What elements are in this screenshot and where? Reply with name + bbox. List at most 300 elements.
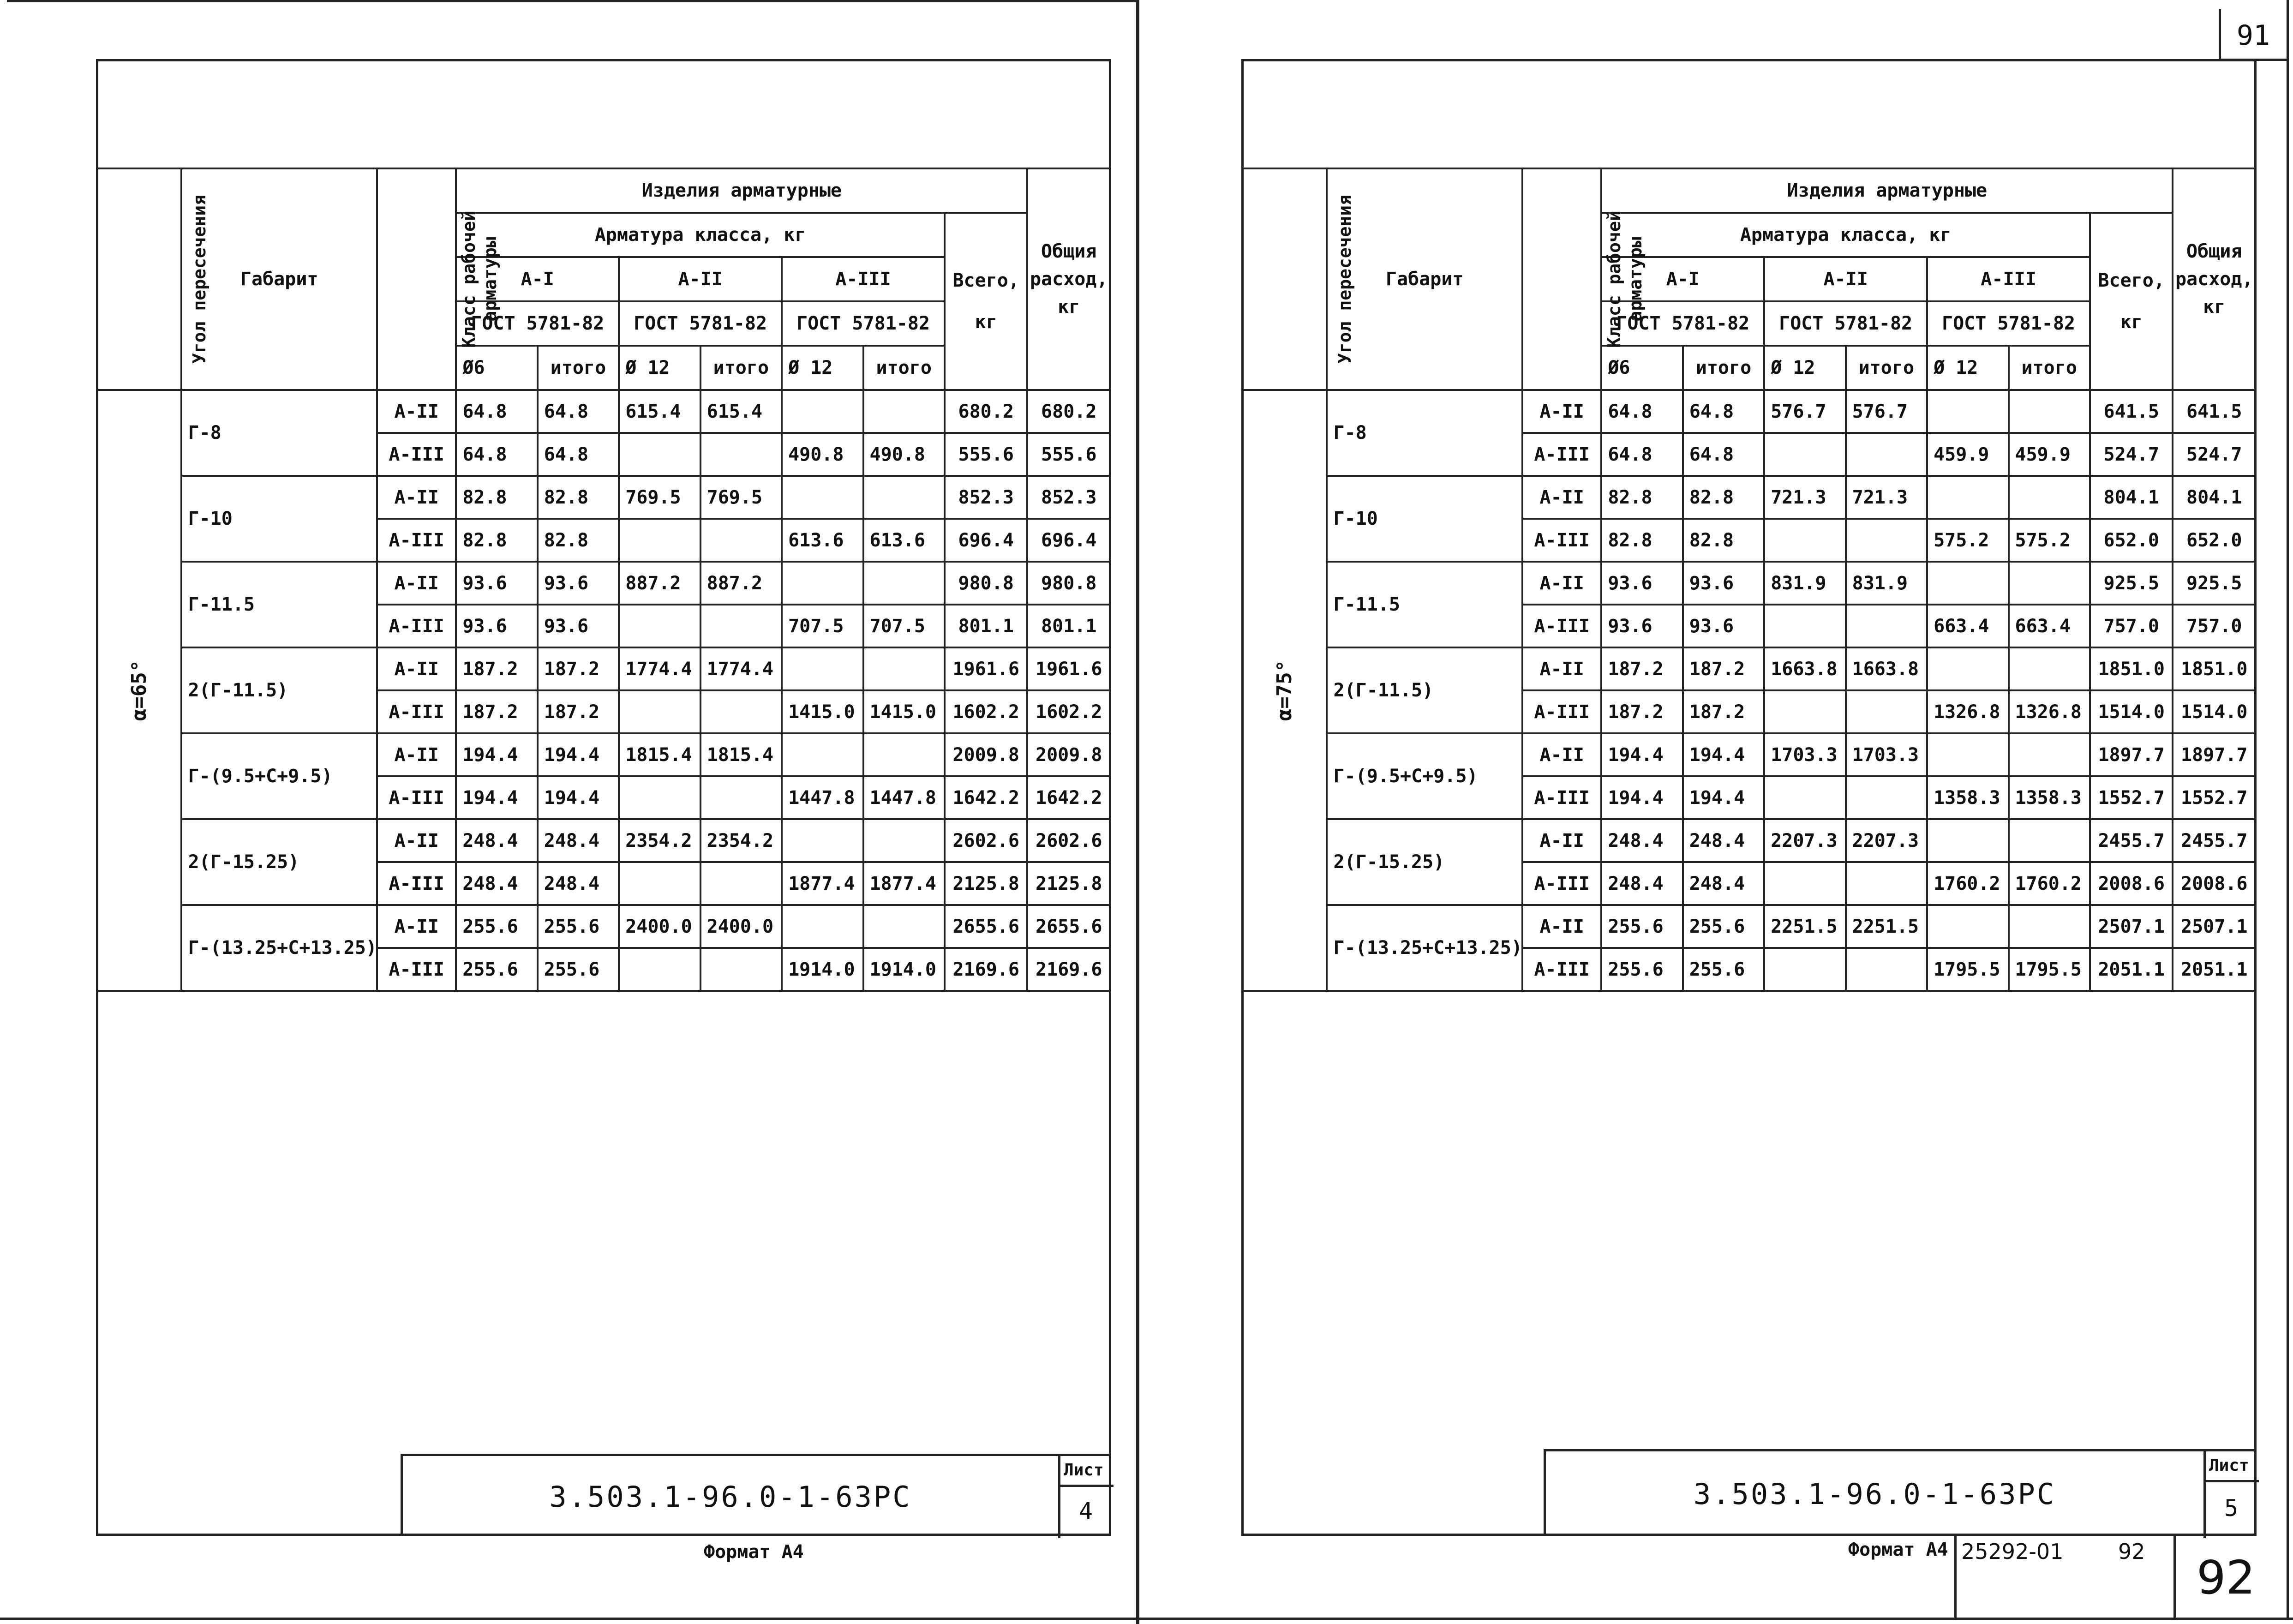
value-cell: 82.8	[456, 519, 537, 562]
value-cell	[1764, 519, 1845, 562]
header-class-kg: Арматура класса, кг	[1601, 213, 2090, 257]
angle-cell: α=75°	[1242, 390, 1327, 991]
value-cell	[782, 647, 863, 690]
value-cell: 831.9	[1764, 562, 1845, 605]
header-gost-a2: ГОСТ 5781-82	[1764, 301, 1927, 346]
value-cell: 1447.8	[782, 776, 863, 819]
value-cell: 2602.6	[945, 819, 1028, 862]
value-cell	[782, 819, 863, 862]
value-cell: 1326.8	[2009, 690, 2090, 733]
value-cell: 187.2	[538, 690, 619, 733]
value-cell: 1326.8	[1927, 690, 2008, 733]
table-row	[97, 905, 1110, 948]
value-cell	[619, 776, 700, 819]
value-cell: 255.6	[1683, 905, 1764, 948]
value-cell: 82.8	[456, 476, 537, 519]
header-gabarit: Габарит	[181, 168, 377, 390]
value-cell: 663.4	[2009, 605, 2090, 647]
value-cell: 652.0	[2090, 519, 2173, 562]
value-cell: 1415.0	[863, 690, 945, 733]
value-cell: 64.8	[456, 433, 537, 476]
value-cell: 641.5	[2173, 390, 2256, 433]
value-cell: 248.4	[538, 862, 619, 905]
value-cell: 187.2	[456, 647, 537, 690]
value-cell: 1795.5	[1927, 948, 2008, 991]
value-cell: 490.8	[782, 433, 863, 476]
value-cell: 613.6	[863, 519, 945, 562]
value-cell: 2400.0	[700, 905, 782, 948]
stamp-divider	[2203, 1451, 2206, 1538]
value-cell: 93.6	[1683, 562, 1764, 605]
value-cell: 194.4	[538, 733, 619, 776]
value-cell: 93.6	[1683, 605, 1764, 647]
value-cell: 2602.6	[1027, 819, 1110, 862]
gabarit-cell: Г-11.5	[1327, 562, 1522, 647]
angle-cell: α=65°	[97, 390, 181, 991]
value-cell	[782, 476, 863, 519]
stamp-divider	[1058, 1456, 1060, 1538]
rebar-class-cell: А-III	[1522, 776, 1601, 819]
sheet-label: Лист	[2209, 1456, 2249, 1475]
header-vsego: Всего, кг	[2090, 213, 2173, 390]
value-cell: 980.8	[945, 562, 1028, 605]
table-row	[97, 562, 1110, 605]
rebar-class-cell: А-III	[377, 519, 456, 562]
table-row	[97, 733, 1110, 776]
value-cell: 187.2	[1683, 690, 1764, 733]
value-cell: 194.4	[538, 776, 619, 819]
value-cell: 801.1	[945, 605, 1028, 647]
value-cell: 82.8	[1683, 476, 1764, 519]
value-cell: 248.4	[456, 862, 537, 905]
value-cell: 1552.7	[2173, 776, 2256, 819]
value-cell	[1846, 519, 1927, 562]
value-cell: 64.8	[1683, 433, 1764, 476]
sheet-label: Лист	[1064, 1461, 1104, 1480]
value-cell: 194.4	[456, 733, 537, 776]
value-cell	[1846, 605, 1927, 647]
value-cell: 852.3	[1027, 476, 1110, 519]
big-page-number: 92	[2197, 1551, 2256, 1605]
header-itogo: итого	[538, 346, 619, 390]
value-cell	[2009, 562, 2090, 605]
value-cell	[1927, 819, 2008, 862]
value-cell: 2455.7	[2090, 819, 2173, 862]
value-cell: 2169.6	[1027, 948, 1110, 991]
bottom-edge-line	[0, 1618, 2293, 1620]
value-cell: 1358.3	[1927, 776, 2008, 819]
sheet-number: 4	[1078, 1498, 1093, 1524]
value-cell	[2009, 476, 2090, 519]
value-cell: 255.6	[456, 905, 537, 948]
value-cell	[1764, 948, 1845, 991]
value-cell: 887.2	[700, 562, 782, 605]
value-cell: 615.4	[619, 390, 700, 433]
value-cell: 194.4	[456, 776, 537, 819]
value-cell: 1815.4	[700, 733, 782, 776]
value-cell: 925.5	[2090, 562, 2173, 605]
value-cell: 1642.2	[945, 776, 1028, 819]
value-cell	[619, 948, 700, 991]
gabarit-cell: 2(Г-11.5)	[181, 647, 377, 733]
header-gost-a1: ГОСТ 5781-82	[1601, 301, 1764, 346]
value-cell: 248.4	[1683, 862, 1764, 905]
rebar-class-cell: А-III	[377, 862, 456, 905]
value-cell	[700, 690, 782, 733]
value-cell	[1927, 562, 2008, 605]
inventory-number: 25292-01	[1961, 1539, 2064, 1564]
value-cell: 187.2	[1683, 647, 1764, 690]
value-cell: 1760.2	[1927, 862, 2008, 905]
header-itogo: итого	[863, 346, 945, 390]
value-cell: 680.2	[1027, 390, 1110, 433]
value-cell	[619, 605, 700, 647]
table-row	[1242, 647, 2256, 690]
value-cell: 1795.5	[2009, 948, 2090, 991]
value-cell: 2507.1	[2090, 905, 2173, 948]
header-gost-a3: ГОСТ 5781-82	[782, 301, 945, 346]
table-row	[1242, 905, 2256, 948]
header-gabarit: Габарит	[1327, 168, 1522, 390]
value-cell: 248.4	[456, 819, 537, 862]
value-cell: 64.8	[456, 390, 537, 433]
header-gost-a2: ГОСТ 5781-82	[619, 301, 782, 346]
value-cell: 887.2	[619, 562, 700, 605]
value-cell: 1415.0	[782, 690, 863, 733]
table-row	[1242, 476, 2256, 519]
table-row	[1242, 562, 2256, 605]
value-cell: 93.6	[1601, 562, 1682, 605]
rebar-class-cell: А-III	[377, 948, 456, 991]
value-cell: 2125.8	[945, 862, 1028, 905]
value-cell: 82.8	[538, 519, 619, 562]
value-cell: 187.2	[1601, 647, 1682, 690]
rebar-class-cell: А-III	[1522, 948, 1601, 991]
value-cell: 1774.4	[700, 647, 782, 690]
value-cell	[2009, 819, 2090, 862]
value-cell: 93.6	[456, 562, 537, 605]
value-cell: 64.8	[538, 390, 619, 433]
value-cell	[782, 390, 863, 433]
value-cell: 641.5	[2090, 390, 2173, 433]
rebar-class-cell: А-II	[377, 390, 456, 433]
value-cell	[700, 862, 782, 905]
value-cell: 2507.1	[2173, 905, 2256, 948]
value-cell: 1914.0	[863, 948, 945, 991]
value-cell: 93.6	[538, 562, 619, 605]
rebar-class-cell: А-II	[377, 647, 456, 690]
value-cell: 82.8	[1683, 519, 1764, 562]
format-label-left: Формат А4	[704, 1541, 804, 1563]
value-cell	[1927, 733, 2008, 776]
rebar-class-cell: А-II	[1522, 733, 1601, 776]
value-cell: 1815.4	[619, 733, 700, 776]
value-cell: 255.6	[1683, 948, 1764, 991]
value-cell	[1846, 776, 1927, 819]
value-cell	[1764, 862, 1845, 905]
spec-table-left	[96, 168, 1111, 992]
header-a1: А-I	[1601, 257, 1764, 301]
value-cell: 2207.3	[1764, 819, 1845, 862]
value-cell: 801.1	[1027, 605, 1110, 647]
table-row	[97, 476, 1110, 519]
rebar-class-cell: А-III	[1522, 690, 1601, 733]
value-cell	[619, 433, 700, 476]
value-cell: 652.0	[2173, 519, 2256, 562]
value-cell	[700, 776, 782, 819]
rebar-class-cell: А-III	[377, 776, 456, 819]
center-fold-line	[1136, 0, 1139, 1624]
rebar-class-cell: А-II	[377, 905, 456, 948]
rebar-class-cell: А-III	[377, 690, 456, 733]
header-itogo: итого	[700, 346, 782, 390]
header-itogo: итого	[1683, 346, 1764, 390]
value-cell: 663.4	[1927, 605, 2008, 647]
value-cell	[863, 733, 945, 776]
value-cell	[1846, 690, 1927, 733]
header-total: Общия расход, кг	[2173, 168, 2256, 390]
gabarit-cell: Г-8	[181, 390, 377, 476]
value-cell	[619, 519, 700, 562]
gabarit-cell: 2(Г-11.5)	[1327, 647, 1522, 733]
rebar-class-cell: А-III	[1522, 433, 1601, 476]
value-cell: 64.8	[1601, 433, 1682, 476]
value-cell: 255.6	[456, 948, 537, 991]
value-cell	[2009, 647, 2090, 690]
gabarit-cell: Г-(13.25+С+13.25)	[1327, 905, 1522, 991]
right-page-edge-line	[2287, 0, 2289, 1620]
header-products: Изделия арматурные	[456, 168, 1027, 213]
format-label-right: Формат А4	[1848, 1539, 1948, 1560]
header-itogo: итого	[2009, 346, 2090, 390]
stamp-divider	[2203, 1480, 2259, 1482]
value-cell: 1897.7	[2173, 733, 2256, 776]
value-cell: 2251.5	[1846, 905, 1927, 948]
value-cell: 2207.3	[1846, 819, 1927, 862]
value-cell	[700, 519, 782, 562]
registration-divider	[1954, 1536, 1957, 1619]
page-number: 91	[2236, 19, 2270, 52]
value-cell: 248.4	[1683, 819, 1764, 862]
value-cell: 757.0	[2173, 605, 2256, 647]
header-gost-a1: ГОСТ 5781-82	[456, 301, 619, 346]
value-cell: 1774.4	[619, 647, 700, 690]
stamp-divider	[1058, 1485, 1114, 1487]
gabarit-cell: Г-8	[1327, 390, 1522, 476]
header-angle: Угол пересечения	[1242, 168, 1327, 390]
value-cell: 852.3	[945, 476, 1028, 519]
value-cell: 2655.6	[945, 905, 1028, 948]
value-cell: 576.7	[1846, 390, 1927, 433]
value-cell: 2008.6	[2173, 862, 2256, 905]
value-cell: 613.6	[782, 519, 863, 562]
title-block-left	[401, 1454, 1111, 1536]
rebar-class-cell: А-II	[377, 819, 456, 862]
value-cell: 2251.5	[1764, 905, 1845, 948]
value-cell	[863, 476, 945, 519]
value-cell: 248.4	[1601, 862, 1682, 905]
header-itogo: итого	[1846, 346, 1927, 390]
value-cell	[2009, 733, 2090, 776]
gabarit-cell: Г-(9.5+С+9.5)	[1327, 733, 1522, 819]
title-block-right	[1544, 1449, 2257, 1536]
value-cell: 1703.3	[1846, 733, 1927, 776]
gabarit-cell: Г-10	[181, 476, 377, 562]
value-cell: 696.4	[945, 519, 1028, 562]
value-cell: 2009.8	[1027, 733, 1110, 776]
value-cell: 187.2	[538, 647, 619, 690]
value-cell: 64.8	[1601, 390, 1682, 433]
rebar-class-cell: А-II	[1522, 647, 1601, 690]
gabarit-cell: Г-(13.25+С+13.25)	[181, 905, 377, 991]
header-rebar-class: Класс рабочей арматуры	[377, 168, 456, 390]
value-cell: 575.2	[1927, 519, 2008, 562]
value-cell: 1642.2	[1027, 776, 1110, 819]
rebar-class-cell: А-III	[1522, 519, 1601, 562]
rebar-class-cell: А-II	[1522, 819, 1601, 862]
value-cell: 2009.8	[945, 733, 1028, 776]
table-row	[1242, 733, 2256, 776]
gabarit-cell: Г-(9.5+С+9.5)	[181, 733, 377, 819]
value-cell: 575.2	[2009, 519, 2090, 562]
value-cell: 524.7	[2090, 433, 2173, 476]
value-cell: 459.9	[1927, 433, 2008, 476]
value-cell: 255.6	[538, 948, 619, 991]
table-row	[1242, 819, 2256, 862]
rebar-class-cell: А-II	[377, 733, 456, 776]
value-cell: 769.5	[700, 476, 782, 519]
value-cell: 804.1	[2090, 476, 2173, 519]
value-cell	[863, 647, 945, 690]
gabarit-cell: 2(Г-15.25)	[181, 819, 377, 905]
value-cell	[1764, 433, 1845, 476]
value-cell: 925.5	[2173, 562, 2256, 605]
header-a1: А-I	[456, 257, 619, 301]
header-class-kg: Арматура класса, кг	[456, 213, 945, 257]
value-cell	[1927, 390, 2008, 433]
header-rebar-class: Класс рабочей арматуры	[1522, 168, 1601, 390]
value-cell	[2009, 390, 2090, 433]
value-cell: 555.6	[945, 433, 1028, 476]
value-cell: 1877.4	[782, 862, 863, 905]
value-cell: 831.9	[1846, 562, 1927, 605]
spec-table-right	[1241, 168, 2257, 992]
rebar-class-cell: А-II	[1522, 905, 1601, 948]
table-row	[97, 819, 1110, 862]
gabarit-cell: 2(Г-15.25)	[1327, 819, 1522, 905]
header-a2: А-II	[1764, 257, 1927, 301]
sheet-number: 5	[2224, 1495, 2239, 1522]
value-cell	[863, 390, 945, 433]
value-cell: 2008.6	[2090, 862, 2173, 905]
value-cell	[1764, 690, 1845, 733]
value-cell: 93.6	[456, 605, 537, 647]
value-cell: 555.6	[1027, 433, 1110, 476]
value-cell: 680.2	[945, 390, 1028, 433]
value-cell	[1927, 905, 2008, 948]
header-d12: Ø 12	[1764, 346, 1845, 390]
value-cell: 615.4	[700, 390, 782, 433]
value-cell: 524.7	[2173, 433, 2256, 476]
header-d12: Ø 12	[619, 346, 700, 390]
value-cell: 1897.7	[2090, 733, 2173, 776]
value-cell: 1961.6	[945, 647, 1028, 690]
value-cell: 707.5	[863, 605, 945, 647]
registration-divider	[2173, 1536, 2176, 1619]
table-row	[97, 647, 1110, 690]
value-cell: 255.6	[1601, 948, 1682, 991]
value-cell: 1552.7	[2090, 776, 2173, 819]
value-cell	[1846, 862, 1927, 905]
header-a3: А-III	[782, 257, 945, 301]
value-cell	[1764, 605, 1845, 647]
value-cell: 1514.0	[2090, 690, 2173, 733]
value-cell: 1358.3	[2009, 776, 2090, 819]
value-cell: 93.6	[538, 605, 619, 647]
value-cell: 255.6	[1601, 905, 1682, 948]
value-cell: 1961.6	[1027, 647, 1110, 690]
rebar-class-cell: А-II	[1522, 562, 1601, 605]
value-cell	[863, 819, 945, 862]
value-cell	[619, 862, 700, 905]
value-cell: 2051.1	[2173, 948, 2256, 991]
document-code: 3.503.1-96.0-1-63РС	[1693, 1477, 2056, 1511]
value-cell	[619, 690, 700, 733]
value-cell: 1602.2	[1027, 690, 1110, 733]
value-cell	[700, 948, 782, 991]
rebar-class-cell: А-III	[377, 433, 456, 476]
value-cell: 721.3	[1846, 476, 1927, 519]
value-cell: 459.9	[2009, 433, 2090, 476]
rebar-class-cell: А-III	[377, 605, 456, 647]
value-cell: 255.6	[538, 905, 619, 948]
rebar-class-cell: А-II	[377, 562, 456, 605]
table-row	[1242, 390, 2256, 433]
gabarit-cell: Г-10	[1327, 476, 1522, 562]
rebar-class-cell: А-III	[1522, 862, 1601, 905]
value-cell: 576.7	[1764, 390, 1845, 433]
value-cell: 757.0	[2090, 605, 2173, 647]
value-cell: 1602.2	[945, 690, 1028, 733]
left-page-top-line	[7, 0, 1138, 2]
header-d12: Ø 12	[782, 346, 863, 390]
value-cell: 1851.0	[2090, 647, 2173, 690]
rebar-class-cell: А-II	[377, 476, 456, 519]
value-cell: 1514.0	[2173, 690, 2256, 733]
value-cell: 1851.0	[2173, 647, 2256, 690]
value-cell: 194.4	[1683, 776, 1764, 819]
value-cell	[863, 905, 945, 948]
header-d6: Ø6	[1601, 346, 1682, 390]
value-cell: 2354.2	[700, 819, 782, 862]
value-cell: 2051.1	[2090, 948, 2173, 991]
table-row	[97, 390, 1110, 433]
value-cell: 1663.8	[1764, 647, 1845, 690]
value-cell	[1764, 776, 1845, 819]
rebar-class-cell: А-II	[1522, 390, 1601, 433]
value-cell: 769.5	[619, 476, 700, 519]
value-cell	[1927, 476, 2008, 519]
value-cell: 64.8	[1683, 390, 1764, 433]
value-cell: 194.4	[1683, 733, 1764, 776]
value-cell: 2169.6	[945, 948, 1028, 991]
header-vsego: Всего, кг	[945, 213, 1028, 390]
value-cell	[1927, 647, 2008, 690]
value-cell	[782, 733, 863, 776]
header-a3: А-III	[1927, 257, 2090, 301]
value-cell: 1703.3	[1764, 733, 1845, 776]
rebar-class-cell: А-III	[1522, 605, 1601, 647]
